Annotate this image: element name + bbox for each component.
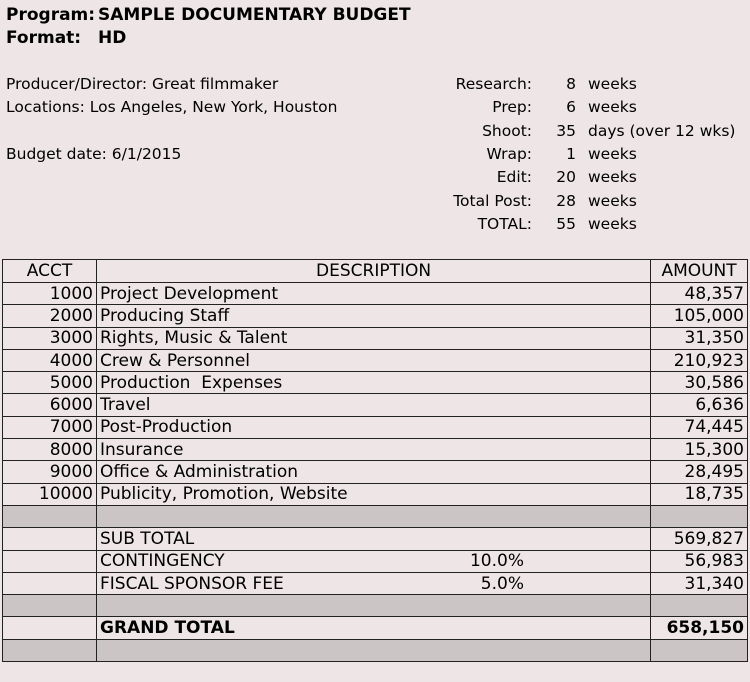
program-line xyxy=(6,5,411,25)
table-row xyxy=(3,439,748,461)
amount-cell: 18,735 xyxy=(651,483,748,505)
locations-info: Locations: Los Angeles, New York, Houston xyxy=(6,98,338,116)
description-cell: Crew & Personnel xyxy=(97,349,651,371)
description-cell: Office & Administration xyxy=(97,461,651,483)
spacer-cell xyxy=(3,639,97,661)
format-label: Format: xyxy=(6,28,82,48)
table-row xyxy=(3,461,748,483)
fiscal-fee-cell xyxy=(97,572,651,594)
contingency-amount: 56,983 xyxy=(651,550,748,572)
acct-cell: 4000 xyxy=(3,349,97,371)
schedule-unit: weeks xyxy=(588,192,637,210)
schedule-unit: weeks xyxy=(588,75,637,93)
schedule-num: 35 xyxy=(556,122,576,140)
empty-cell xyxy=(3,617,97,639)
table-row xyxy=(3,327,748,349)
header-acct: ACCT xyxy=(3,260,97,283)
schedule-num: 28 xyxy=(556,192,576,210)
description-cell: Rights, Music & Talent xyxy=(97,327,651,349)
description-cell: Project Development xyxy=(97,283,651,305)
empty-cell xyxy=(3,572,97,594)
description-cell: Producing Staff xyxy=(97,305,651,327)
schedule-label: Wrap: xyxy=(486,145,532,163)
amount-cell: 28,495 xyxy=(651,461,748,483)
program-label: Program: xyxy=(6,5,96,25)
fiscal-fee-pct: 5.0% xyxy=(480,573,524,594)
amount-cell: 105,000 xyxy=(651,305,748,327)
budget-date: Budget date: 6/1/2015 xyxy=(6,145,182,163)
table-row xyxy=(3,416,748,438)
spacer-row xyxy=(3,595,748,617)
schedule-label: TOTAL: xyxy=(477,215,532,233)
fiscal-fee-label: FISCAL SPONSOR FEE xyxy=(100,573,284,594)
format-value: HD xyxy=(98,28,127,48)
subtotal-row xyxy=(3,528,748,550)
grand-total-amount: 658,150 xyxy=(651,617,748,639)
table-row xyxy=(3,305,748,327)
spacer-cell xyxy=(3,505,97,527)
acct-cell: 3000 xyxy=(3,327,97,349)
spacer-cell xyxy=(97,639,651,661)
description-cell: Post-Production xyxy=(97,416,651,438)
schedule-label: Research: xyxy=(455,75,532,93)
spacer-row xyxy=(3,505,748,527)
spacer-cell xyxy=(651,639,748,661)
description-cell: Publicity, Promotion, Website xyxy=(97,483,651,505)
header-description: DESCRIPTION xyxy=(97,260,651,283)
amount-cell: 30,586 xyxy=(651,372,748,394)
schedule-num: 1 xyxy=(566,145,576,163)
empty-cell xyxy=(3,528,97,550)
table-header-row xyxy=(3,260,748,283)
description-cell: Production Expenses xyxy=(97,372,651,394)
acct-cell: 1000 xyxy=(3,283,97,305)
schedule-unit: weeks xyxy=(588,145,637,163)
fiscal-fee-amount: 31,340 xyxy=(651,572,748,594)
schedule-num: 8 xyxy=(566,75,576,93)
producer-info: Producer/Director: Great filmmaker xyxy=(6,75,279,93)
spacer-cell xyxy=(97,505,651,527)
program-value: SAMPLE DOCUMENTARY BUDGET xyxy=(98,5,411,25)
table-row xyxy=(3,349,748,371)
amount-cell: 74,445 xyxy=(651,416,748,438)
contingency-pct: 10.0% xyxy=(469,551,524,572)
description-cell: Travel xyxy=(97,394,651,416)
header-amount: AMOUNT xyxy=(651,260,748,283)
contingency-label: CONTINGENCY xyxy=(100,551,225,572)
acct-cell: 8000 xyxy=(3,439,97,461)
table-row xyxy=(3,372,748,394)
table-row xyxy=(3,394,748,416)
subtotal-amount: 569,827 xyxy=(651,528,748,550)
budget-table xyxy=(2,259,748,662)
grand-total-label: GRAND TOTAL xyxy=(97,617,651,639)
subtotal-label: SUB TOTAL xyxy=(97,528,651,550)
acct-cell: 9000 xyxy=(3,461,97,483)
schedule-label: Edit: xyxy=(496,168,532,186)
contingency-row xyxy=(3,550,748,572)
empty-cell xyxy=(3,550,97,572)
acct-cell: 6000 xyxy=(3,394,97,416)
schedule-num: 55 xyxy=(556,215,576,233)
schedule-unit: weeks xyxy=(588,215,637,233)
acct-cell: 5000 xyxy=(3,372,97,394)
contingency-cell xyxy=(97,550,651,572)
fiscal-fee-row xyxy=(3,572,748,594)
amount-cell: 210,923 xyxy=(651,349,748,371)
amount-cell: 31,350 xyxy=(651,327,748,349)
spacer-cell xyxy=(651,505,748,527)
spacer-cell xyxy=(651,595,748,617)
acct-cell: 10000 xyxy=(3,483,97,505)
schedule-unit: days (over 12 wks) xyxy=(588,122,736,140)
spacer-row xyxy=(3,639,748,661)
grand-total-row xyxy=(3,617,748,639)
table-row xyxy=(3,283,748,305)
acct-cell: 7000 xyxy=(3,416,97,438)
spacer-cell xyxy=(97,595,651,617)
schedule-unit: weeks xyxy=(588,98,637,116)
amount-cell: 6,636 xyxy=(651,394,748,416)
acct-cell: 2000 xyxy=(3,305,97,327)
schedule-num: 20 xyxy=(556,168,576,186)
format-line xyxy=(6,28,126,48)
table-row xyxy=(3,483,748,505)
description-cell: Insurance xyxy=(97,439,651,461)
amount-cell: 48,357 xyxy=(651,283,748,305)
schedule-label: Total Post: xyxy=(453,192,532,210)
spacer-cell xyxy=(3,595,97,617)
amount-cell: 15,300 xyxy=(651,439,748,461)
schedule-num: 6 xyxy=(566,98,576,116)
schedule-label: Prep: xyxy=(492,98,532,116)
schedule-label: Shoot: xyxy=(482,122,532,140)
schedule-unit: weeks xyxy=(588,168,637,186)
